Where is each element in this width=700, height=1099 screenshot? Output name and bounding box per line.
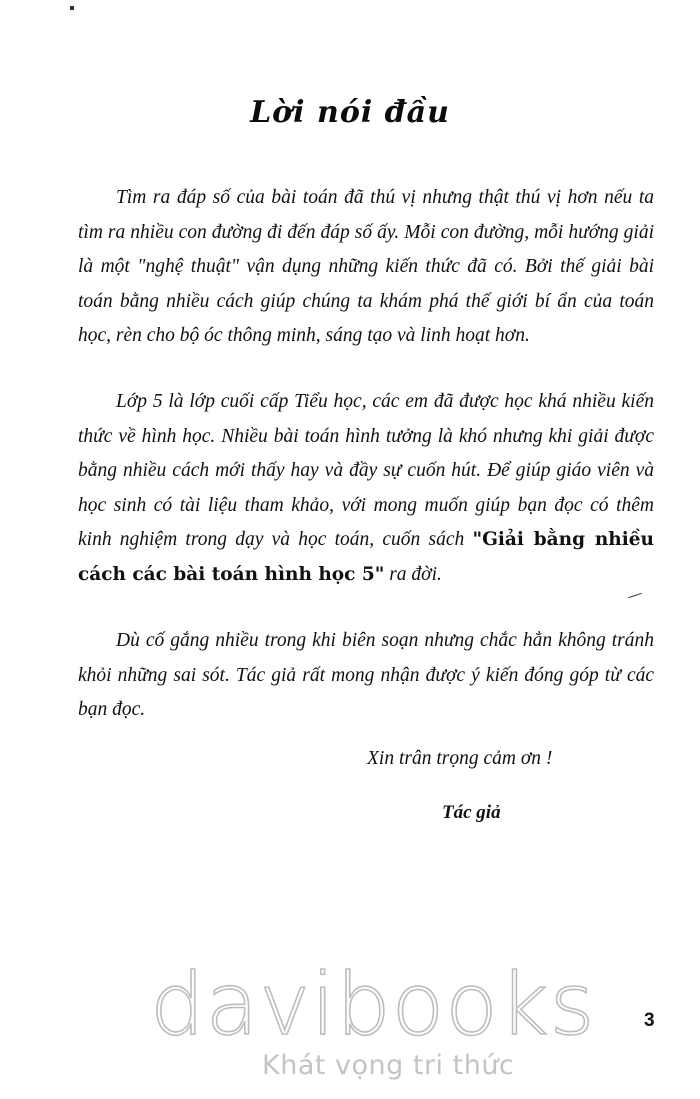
thanks-line: Xin trân trọng cảm ơn ! [367, 748, 553, 769]
watermark-brand: davibooks [150, 955, 596, 1055]
paragraph-feedback: Dù cố gắng nhiều trong khi biên soạn nhưng chắc hẳn không tránh khỏi những sai sót. Tác giả rất mong nhận được ý kiến đóng góp từ các bạn đọc. [78, 630, 654, 720]
paragraph-intro: Tìm ra đáp số của bài toán đã thú vị nhưng thật thú vị hơn nếu ta tìm ra nhiều con đường đi đến đáp số ấy. Mỗi con đường, mỗi hướng giải là một "nghệ thuật" vận dụng những kiến thức đã có. Bởi thế giải bài toán bằng nhiều cách giúp chúng ta khám phá thế giới bí ẩn của toán học, rèn cho bộ óc thông minh, sáng tạo và linh hoạt hơn. [78, 187, 654, 346]
paragraph-book-purpose [78, 385, 654, 592]
paragraph-book-purpose-text: Lớp 5 là lớp cuối cấp Tiểu học, các em đã được học khá nhiều kiến thức về hình học. Nhiều bài toán hình tưởng là khó nhưng khi giải được bằng nhiều cách mới thấy hay và đầy sự cuốn hút. Để giúp giáo viên và học sinh có tài liệu tham khảo, với mong muốn giúp bạn đọc có thêm kinh nghiệm trong dạy và học toán, cuốn sách [78, 391, 654, 550]
page-title: Lời nói đầu [250, 95, 450, 130]
book-title: "Giải bằng nhiều cách các bài toán hình học 5" [78, 529, 654, 585]
scan-speck [628, 593, 642, 598]
page-number: 3 [644, 1010, 655, 1031]
watermark-slogan: Khát vọng tri thức [262, 1050, 515, 1081]
paragraph-book-purpose-ending: ra đời. [384, 563, 442, 585]
scan-speck [70, 6, 74, 10]
author-signature: Tác giả [442, 802, 501, 823]
